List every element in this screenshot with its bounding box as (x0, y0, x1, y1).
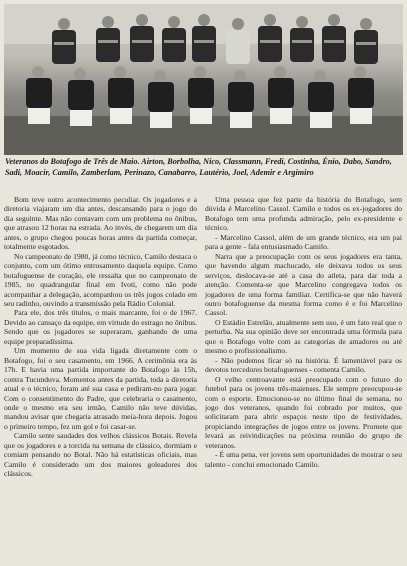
photo-caption: Veteranos do Botafogo de Três de Maio. Airton, Borbolha, Nico, Classmann, Fredi, Costinha, Énio, Dabo, Sandro, Sadi, Moacir, Camilo, Zamberlam, Perinazo, Canabarro, Lautério, Joel, Ademir e Argimiro (5, 157, 392, 177)
article-left-column (4, 195, 197, 479)
article-right-column (205, 195, 402, 469)
paragraph: - Marcelino Cassol, além de um grande técnico, era um pai para a gente - fala entusiasmado Camilo. (205, 232, 402, 252)
paragraph: - É uma pena, ver jovens sem oportunidades de mostrar o seu talento - conclui emocionado Camilo. (205, 450, 402, 469)
paragraph: O velho centroavante está preocupado com o futuro do futebol para os jovens três-maienses. Ele sempre preocupou-se com o esporte. Emocionou-se no último final de semana, no jogo dos veteranos, quando foi cobrado por muitos, que solicitaram para abrir espaços neste tipo de festividades, propiciando integrações de jogos entre os jovens. Promete que levará as reivindicações na próxima reunião do grupo de veteranos. (205, 374, 402, 450)
paragraph: Para ele, dos três títulos, o mais marcante, foi o de 1967. Devido ao cansaço da equipe, em virtude do estrago no ônibus. Sendo que os jogadores se superaram, ganhando de uma equipe preparadíssima. (4, 308, 197, 346)
paragraph: O Estádio Estrelão, atualmente sem uso, é um fato real que o perturba. Na sua opinião deve ser encontrada uma fórmula para que o Botafogo volte com as categorias de amadores ou até mesmo o profissionalismo. (205, 317, 402, 356)
team-photo-drawing (4, 4, 403, 155)
paragraph: No campeonato de 1980, já como técnico, Camilo destaca o conjunto, com um ótimo entrosamento daquela equipe. Como botafoguense de coração, ele ressalta que no campeonato de 1985, no quadrangular final em Ivoti, como não pode acompanhar a delegação, acompanhou os três jogos colado em seu radinho, ouvindo a transmissão pela Rádio Colonial. (4, 251, 197, 308)
paragraph: Um momento de sua vida ligada diretamente com o Botafogo, foi o seu casamento, em 1966. A cerimônia era às 17h. E havia uma partida importante do Botafogo às 15h, contra Tucunduva. Momentos antes da partida, toda a diretoria atual e o técnico, foram até sua casa e pediram-no para jogar. Com o consentimento do Padre, que celebraria o casamento, onde o mesmo era seu irmão, Camilo não teve dúvidas, mandou avisar que chegaria atrasado meia-hora depois. Jogou o primeiro tempo, fez um gol e foi casar-se. (4, 346, 197, 431)
paragraph: Uma pessoa que fez parte da história do Botafogo, sem dúvida é Marcelino Cassol. Camilo e todos os ex-jogadores do Botafogo tem uma profunda admiração, pelo ex-presidente e técnico. (205, 195, 402, 233)
team-photo (4, 4, 403, 155)
paragraph: - Não podemos ficar só na história. É lamentável para os devotos torcedores botafoguenses - comenta Camilo. (205, 355, 402, 375)
paragraph: Camilo sente saudades dos velhos clássicos Botais. Revela que os jogadores e a torcida na semana de clássico, dormiam e comiam pensando no Botal. Não há estatísticas oficiais, mas Camilo é considerado um dos maiores goleadores dos clássicos. (4, 431, 197, 479)
paragraph: Bom teve outro acontecimento peculiar. Os jogadores e a diretoria viajaram um dia antes, descansando para o jogo do dia seguinte. Mas não contavam com um problema no ônibus, que atrasou 12 horas na estrada. Ao invés, de chegarem um dia antes, o grupo chegou poucas horas antes da partida começar, totalmente esgotados. (4, 195, 197, 252)
paragraph: Narra que a preocupação com os seus jogadores era tanta, que havendo algum machucado, ele deixava todos os seus serviços, deslocava-se até a casa do atleta, para dar toda a atenção. Comenta-se que Marcelino congregava todos os jogadores de uma forma familiar. Certifica-se que não haverá outro botafoguense da mesma forma como é e foi Marcelino Cassol. (205, 251, 402, 318)
